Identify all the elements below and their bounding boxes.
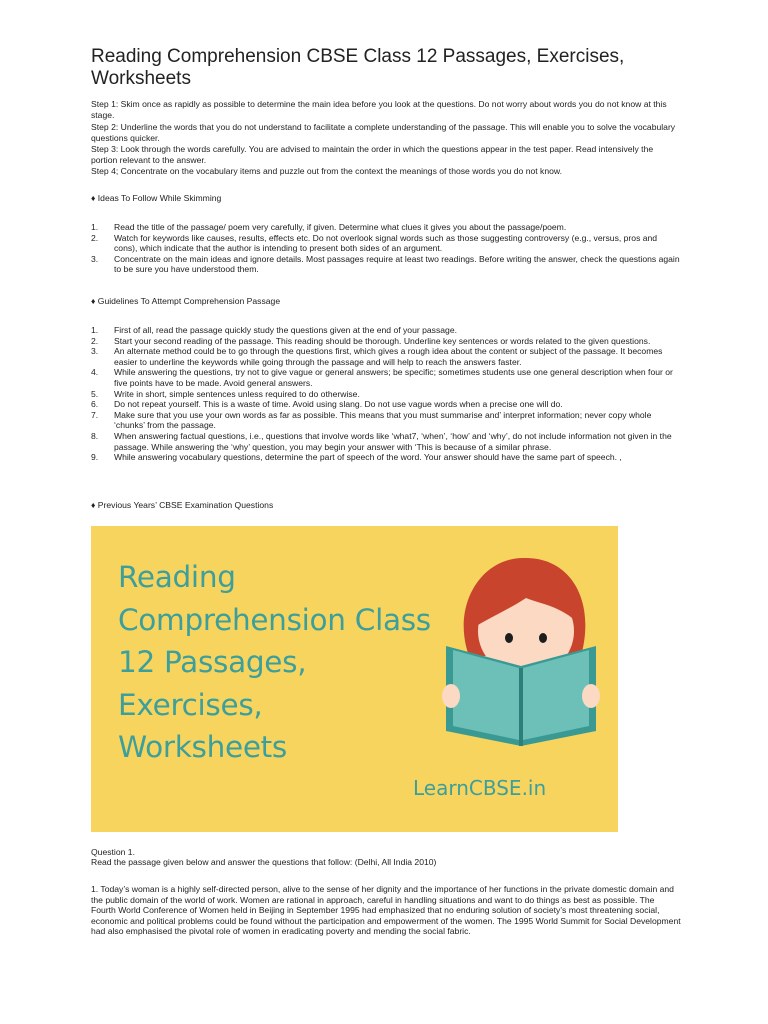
step-4: Step 4; Concentrate on the vocabulary items and puzzle out from the context the meanings of those words you do not know.	[91, 166, 563, 176]
girl-reading-book-illustration	[431, 546, 611, 756]
step-2: Step 2: Underline the words that you do not understand to facilitate a complete understanding of the passage. This will enable you to solve the vocabulary questions quicker.	[91, 122, 676, 143]
list-item: 9. While answering vocabulary questions, determine the part of speech of the word. Your answer should have the same part of speech. ,	[91, 452, 622, 463]
list-item: 6. Do not repeat yourself. This is a waste of time. Avoid using slang. Do not use vague words when a precise one will do.	[91, 399, 563, 410]
article-banner-image	[91, 526, 618, 832]
question-passage: 1. Today’s woman is a highly self-directed person, alive to the sense of her dignity and the importance of her functions in the private domestic domain and the public domain of the world of work. Women are rational in approach, careful in handling situations and want to do things as best as possible. The Fourth World Conference of Women held in Beijing in September 1995 had emphasized that no enduring solution of society’s most threatening social, economic and political problems could be found without the participation and empowerment of the women. The 1995 World Summit for Social Development had also emphasised the pivotal role of women in eradicating poverty and mending the social fabric.	[91, 884, 681, 937]
brand-logo-text: LearnCBSE.in	[413, 776, 547, 800]
list-item: 4. While answering the questions, try not to give vague or general answers; be specific; sometimes students use one general description when four or five points have to be made. Avoid general answers.	[91, 367, 673, 388]
list-item: 2. Start your second reading of the passage. This reading should be thorough. Underline key sentences or words related to the given questions.	[91, 335, 651, 346]
list-item: 2. Watch for keywords like causes, results, effects etc. Do not overlook signal words such as those suggesting controversy (e.g., versus, pros and cons), which indicate that the author is intending to present both sides of an argument.	[91, 232, 658, 254]
page-title: Reading Comprehension CBSE Class 12 Passages, Exercises, Worksheets	[91, 46, 625, 89]
list-item: 5. Write in short, simple sentences unless required to do otherwise.	[91, 388, 360, 399]
list-item: 1. Read the title of the passage/ poem very carefully, if given. Determine what clues it gives you about the passage/poem.	[91, 222, 567, 232]
ideas-list	[91, 222, 681, 275]
question-label: Question 1.	[91, 847, 135, 857]
list-item: 3. An alternate method could be to go through the questions first, which gives a rough idea about the content or subject of the passage. It becomes easier to underline the keywords while going through the passage and will help to reach the answers faster.	[91, 346, 663, 367]
list-item: 7. Make sure that you use your own words as far as possible. This means that you must summarise and’ interpret information; never copy whole ‘chunks’ from the passage.	[91, 409, 652, 431]
step-3: Step 3: Look through the words carefully. You are advised to maintain the order in which the questions appear in the test paper. Read intensively the portion relevant to the answer.	[91, 144, 654, 165]
step-1: Step 1: Skim once as rapidly as possible to determine the main idea before you look at the questions. Do not worry about words you do not know at this stage.	[91, 99, 667, 120]
guidelines-heading: ♦ Guidelines To Attempt Comprehension Passage	[91, 296, 281, 306]
ideas-heading: ♦ Ideas To Follow While Skimming	[91, 193, 222, 203]
question-instruction: Read the passage given below and answer the questions that follow: (Delhi, All India 2010)	[91, 857, 437, 867]
list-item: 3. Concentrate on the main ideas and ignore details. Most passages require at least two readings. Before writing the answer, check the questions again to be sure you have understood them.	[91, 253, 680, 275]
banner-title: Reading Comprehension Class 12 Passages, Exercises, Worksheets	[118, 560, 431, 764]
guidelines-list	[91, 325, 681, 463]
list-item: 1. First of all, read the passage quickly study the questions given at the end of your passage.	[91, 325, 457, 335]
previous-heading: ♦ Previous Years’ CBSE Examination Questions	[91, 500, 274, 510]
list-item: 8. When answering factual questions, i.e., questions that involve words like ‘what7, ‘when’, ‘how’ and ‘why’, do not include information not given in the passage. While answering the ‘why’ question, you may begin your answer with ‘This is because of a similar phrase.	[91, 430, 672, 452]
